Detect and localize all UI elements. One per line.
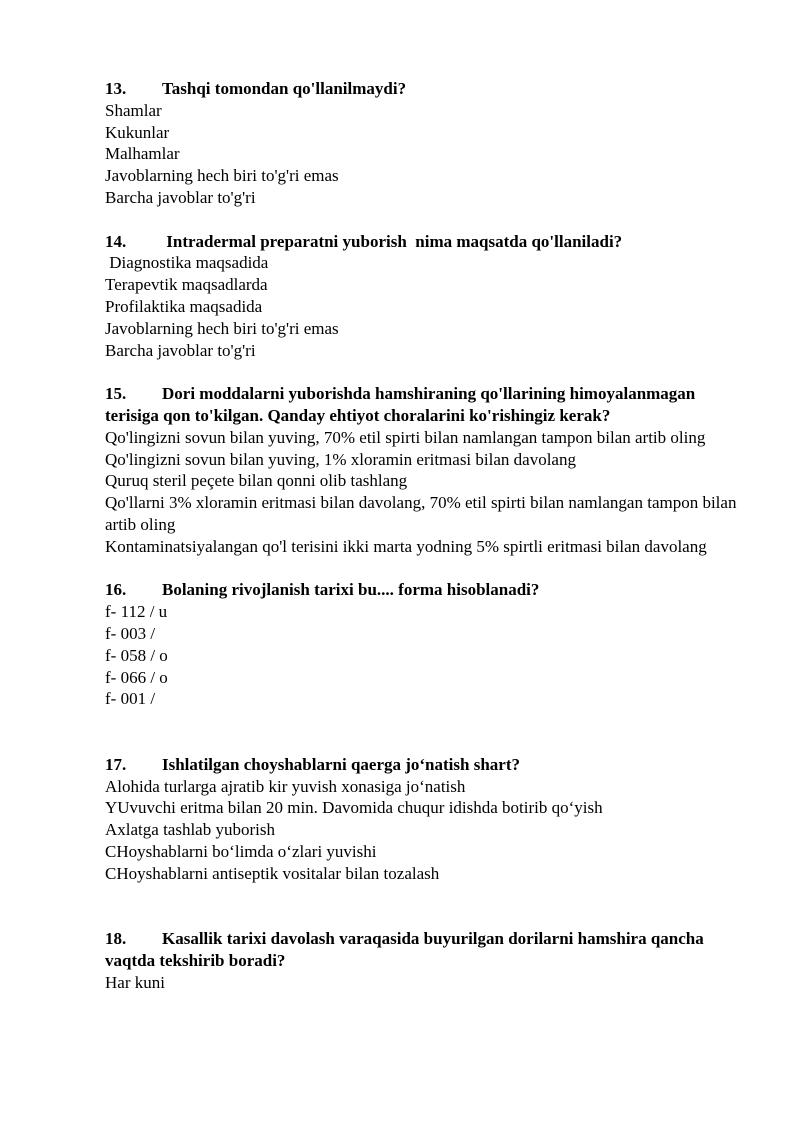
answer-option: Har kuni (105, 972, 165, 992)
answer-option: Terapevtik maqsadlarda (105, 275, 268, 295)
blank-line (105, 558, 745, 580)
question-block-14 (105, 231, 745, 362)
question-heading (105, 383, 745, 427)
question-number: 14. (105, 231, 127, 251)
question-block-17 (105, 754, 745, 885)
answer-option: Diagnostika maqsadida (105, 253, 269, 273)
answer-option: Quruq steril peçete bilan qonni olib tashlang (105, 471, 408, 491)
answer-option: Javoblarning hech biri to'g'ri emas (105, 318, 339, 338)
answer-option: Kontaminatsiyalangan qo'l terisini ikki marta yodning 5% spirtli eritmasi bilan davolang (105, 536, 707, 556)
question-text: Ishlatilgan choyshablarni qaerga jo‘natish shart? (162, 754, 520, 774)
question-block-13 (105, 78, 745, 209)
blank-line (105, 209, 745, 231)
document-page (105, 78, 745, 993)
answer-option: Barcha javoblar to'g'ri (105, 187, 256, 207)
answer-option: Alohida turlarga ajratib kir yuvish xonasiga jo‘natish (105, 776, 466, 796)
answer-option: f- 112 / u (105, 602, 168, 622)
question-text: Tashqi tomondan qo'llanilmaydi? (162, 79, 407, 98)
answer-option: f- 066 / o (105, 667, 168, 687)
question-heading (105, 231, 745, 253)
question-heading (105, 928, 745, 972)
answer-option: CHoyshablarni antiseptik vositalar bilan tozalash (105, 863, 440, 883)
question-number: 18. (105, 929, 127, 949)
question-text: Kasallik tarixi davolash varaqasida buyurilgan dorilarni hamshira qancha vaqtda tekshirib boradi? (105, 929, 704, 970)
question-text: Intradermal preparatni yuborish nima maqsatda qo'llaniladi? (162, 231, 623, 251)
answer-option: Malhamlar (105, 144, 180, 164)
blank-lines (105, 884, 745, 928)
answer-option: Shamlar (105, 100, 162, 120)
question-number: 16. (105, 580, 127, 600)
question-text: Bolaning rivojlanish tarixi bu.... forma hisoblanadi? (162, 580, 540, 600)
answer-option: f- 058 / o (105, 645, 168, 665)
answer-option: YUvuvchi eritma bilan 20 min. Davomida chuqur idishda botirib qo‘yish (105, 798, 603, 818)
question-block-18 (105, 928, 745, 993)
question-heading (105, 78, 745, 100)
answer-option: Qo'llarni 3% xloramin eritmasi bilan davolang, 70% etil spirti bilan namlangan tampon bilan artib oling (105, 493, 737, 534)
answer-option: f- 003 / (105, 623, 156, 643)
question-block-15 (105, 383, 745, 557)
question-number: 15. (105, 384, 127, 404)
answer-option: Kukunlar (105, 122, 170, 142)
answer-option: Axlatga tashlab yuborish (105, 820, 275, 840)
answer-option: Qo'lingizni sovun bilan yuving, 70% etil spirti bilan namlangan tampon bilan artib oling (105, 427, 706, 447)
question-heading (105, 754, 745, 776)
question-block-16 (105, 579, 745, 710)
question-number: 13. (105, 79, 127, 98)
answer-option: Profilaktika maqsadida (105, 296, 263, 316)
question-text: Dori moddalarni yuborishda hamshiraning qo'llarining himoyalanmagan terisiga qon to'kilgan. Qanday ehtiyot choralarini ko'rishingiz kerak? (105, 384, 696, 425)
question-heading (105, 579, 745, 601)
question-number: 17. (105, 754, 127, 774)
answer-option: CHoyshablarni bo‘limda o‘zlari yuvishi (105, 841, 377, 861)
answer-option: Qo'lingizni sovun bilan yuving, 1% xloramin eritmasi bilan davolang (105, 449, 576, 469)
answer-option: Barcha javoblar to'g'ri (105, 340, 256, 360)
answer-option: Javoblarning hech biri to'g'ri emas (105, 166, 339, 186)
blank-lines (105, 710, 745, 754)
answer-option: f- 001 / (105, 689, 156, 709)
blank-line (105, 361, 745, 383)
